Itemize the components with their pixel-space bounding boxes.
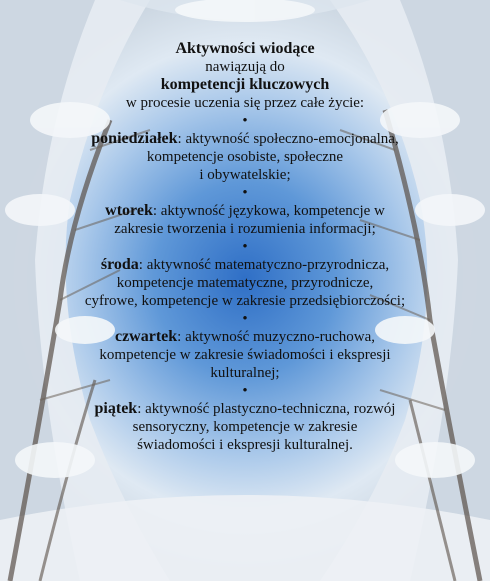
day-line: aktywność plastyczno-techniczna, rozwój <box>145 401 396 417</box>
day-line: sensoryczny, kompetencje w zakresie <box>132 419 358 435</box>
day-line: kompetencje osobiste, społeczne <box>146 149 344 165</box>
bullet-separator: • <box>242 383 248 399</box>
day-name: środa <box>100 256 139 273</box>
day-separator: : <box>177 131 182 147</box>
day-separator: : <box>138 257 143 273</box>
key-competences-heading: kompetencji kluczowych <box>160 76 330 93</box>
day-line: aktywność matematyczno-przyrodnicza, <box>146 257 390 273</box>
day-separator: : <box>137 401 142 417</box>
day-separator: : <box>152 203 158 219</box>
day-line: i obywatelskie; <box>199 167 291 183</box>
activities-text <box>45 40 445 454</box>
day-line: świadomości i ekspresji kulturalnej. <box>137 437 353 453</box>
poster-title: Aktywności wiodące <box>175 40 315 57</box>
bullet-separator: • <box>242 239 248 255</box>
day-thursday <box>45 328 445 382</box>
day-monday <box>45 130 445 184</box>
day-name: piątek <box>94 400 138 417</box>
day-line: kulturalnej; <box>210 365 280 381</box>
day-friday <box>45 400 445 454</box>
bullet-separator: • <box>242 113 248 129</box>
lifelong-learning-line: w procesie uczenia się przez całe życie: <box>125 95 365 111</box>
day-line: kompetencje matematyczne, przyrodnicze, <box>116 275 374 291</box>
day-tuesday <box>45 202 445 238</box>
bullet-separator: • <box>242 311 248 327</box>
day-line: aktywność społeczno-emocjonalna, <box>185 131 399 147</box>
day-name: poniedziałek <box>91 130 178 147</box>
day-name: czwartek <box>114 328 178 345</box>
day-line: aktywność językowa, kompetencje w <box>160 203 385 219</box>
day-line: kompetencje w zakresie świadomości i ekspresji <box>99 347 391 363</box>
day-line: aktywność muzyczno-ruchowa, <box>185 329 376 345</box>
day-name: wtorek <box>105 202 153 219</box>
day-line: zakresie tworzenia i rozumienia informacji; <box>114 221 376 237</box>
subtitle-line: nawiązują do <box>205 59 285 75</box>
day-separator: : <box>177 329 182 345</box>
bullet-separator: • <box>242 185 248 201</box>
day-wednesday <box>45 256 445 310</box>
day-line: cyfrowe, kompetencje w zakresie przedsiębiorczości; <box>84 293 406 309</box>
